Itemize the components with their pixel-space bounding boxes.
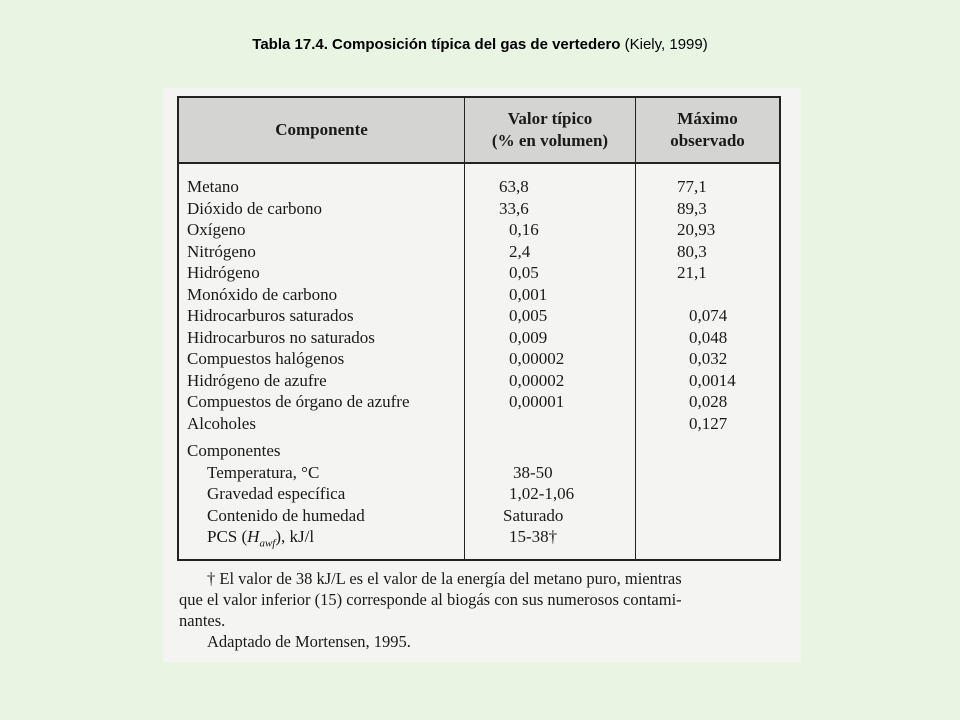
typical-value: Saturado <box>503 505 564 525</box>
typical-value: 0,05 <box>509 263 539 282</box>
components-subheading: Componentes <box>187 441 281 460</box>
footnote-line: nantes. <box>179 611 226 630</box>
header-component: Componente <box>275 120 368 139</box>
typical-value: 2,4 <box>509 241 531 261</box>
typical-value: 0,001 <box>509 284 548 304</box>
typical-value: 0,16 <box>509 220 539 239</box>
typical-value-column <box>499 176 574 548</box>
max-value: 0,0014 <box>689 370 736 390</box>
typical-value: 0,00001 <box>509 392 565 411</box>
typical-value: 0,009 <box>509 327 548 347</box>
typical-value: 0,00002 <box>509 349 565 368</box>
row-name: Compuestos halógenos <box>187 349 345 368</box>
max-value <box>677 284 736 306</box>
column-divider <box>464 98 465 559</box>
footnote-line: † El valor de 38 kJ/L es el valor de la energía del metano puro, mientras <box>207 569 682 588</box>
max-value: 0,074 <box>689 306 728 325</box>
row-name: Hidrocarburos saturados <box>187 306 354 325</box>
scanned-table-image <box>163 88 801 662</box>
typical-value: 38-50 <box>513 462 553 482</box>
typical-value: 15-38† <box>509 527 558 546</box>
row-name: Contenido de humedad <box>207 505 365 525</box>
max-value: 89,3 <box>677 198 707 218</box>
max-value: 0,028 <box>689 392 728 411</box>
row-name: Hidrógeno <box>187 263 260 282</box>
table-footnote <box>179 568 789 652</box>
typical-value: 33,6 <box>499 198 529 218</box>
footnote-line: que el valor inferior (15) corresponde al biogás con sus numerosos contami- <box>179 590 682 609</box>
max-value: 77,1 <box>677 177 707 196</box>
max-value: 0,127 <box>689 413 728 433</box>
column-divider <box>635 98 636 559</box>
title-bold: Tabla 17.4. Composición típica del gas de vertedero <box>252 36 621 53</box>
row-name: Nitrógeno <box>187 241 256 261</box>
max-value: 0,048 <box>689 327 728 347</box>
max-value: 80,3 <box>677 241 707 261</box>
header-max-observed: Máximo observado <box>670 109 745 150</box>
max-value: 20,93 <box>677 220 716 239</box>
row-name: Metano <box>187 177 239 196</box>
component-name-column <box>187 176 410 548</box>
max-observed-column <box>677 176 736 434</box>
title-citation: (Kiely, 1999) <box>624 36 708 53</box>
typical-value: 0,005 <box>509 306 548 325</box>
typical-value <box>499 413 574 435</box>
row-name: Monóxido de carbono <box>187 284 338 304</box>
max-value: 21,1 <box>677 263 707 282</box>
composition-table <box>177 96 781 561</box>
typical-value: 63,8 <box>499 177 529 196</box>
source-citation: Adaptado de Mortensen, 1995. <box>207 632 411 651</box>
row-name: Oxígeno <box>187 220 246 239</box>
row-name: Alcoholes <box>187 413 256 433</box>
max-value: 0,032 <box>689 349 728 368</box>
row-name: Gravedad específica <box>207 484 346 503</box>
typical-value: 0,00002 <box>509 370 565 390</box>
row-name: Temperatura, °C <box>207 462 320 482</box>
row-name: Compuestos de órgano de azufre <box>187 392 410 411</box>
typical-value: 1,02-1,06 <box>509 484 575 503</box>
row-name-pcs: PCS $(H_{awf})$, kJ/l <box>207 527 315 550</box>
header-typical-value: Valor típico (% en volumen) <box>491 109 609 150</box>
row-name: Hidrógeno de azufre <box>187 370 327 390</box>
page-title <box>0 36 960 53</box>
row-name: Dióxido de carbono <box>187 198 323 218</box>
row-name: Hidrocarburos no saturados <box>187 327 375 347</box>
